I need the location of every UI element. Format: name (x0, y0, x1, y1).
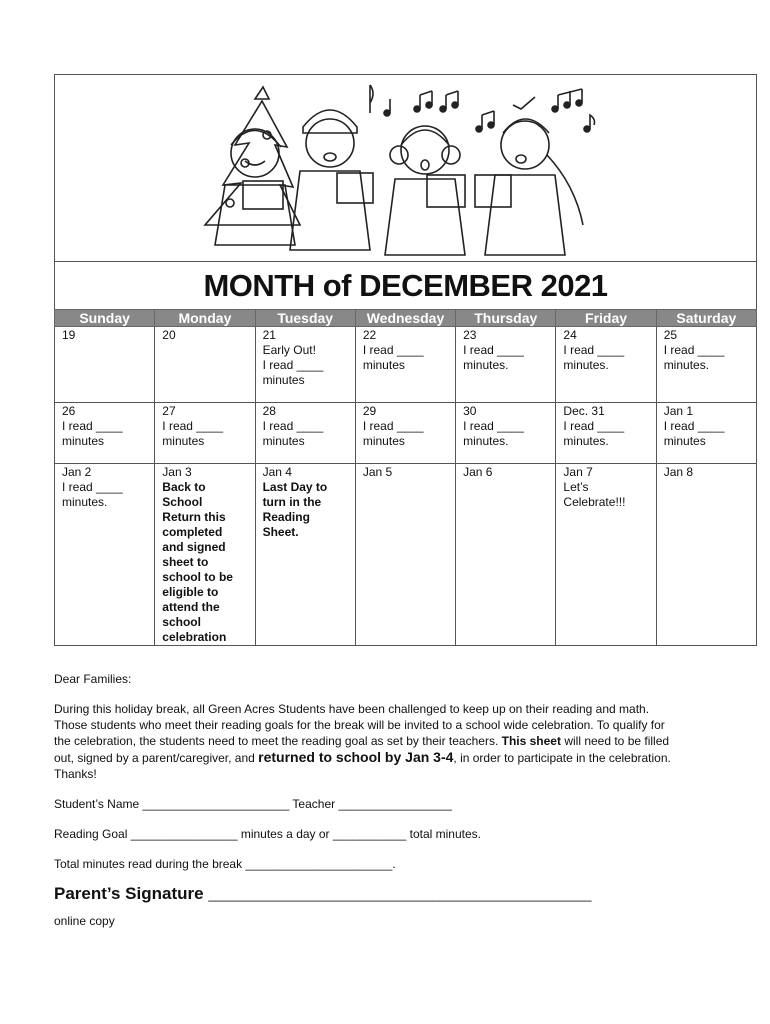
calendar-week-row (55, 403, 757, 464)
day-note: I read ____ (663, 343, 725, 357)
day-note: I read ____ (262, 419, 324, 433)
day-note: minutes (362, 358, 405, 372)
day-note: minutes. (463, 434, 509, 448)
calendar-day-cell (155, 327, 255, 403)
day-header: Friday (556, 310, 656, 327)
calendar-day-cell (556, 464, 656, 646)
calendar-day-cell (55, 403, 155, 464)
calendar-day-cell (155, 464, 255, 646)
calendar-day-cell (456, 403, 556, 464)
day-date: 21 (262, 328, 276, 342)
day-bold-note: and signed (162, 540, 226, 554)
day-header: Thursday (456, 310, 556, 327)
calendar-day-cell (55, 327, 155, 403)
day-date: Jan 8 (663, 465, 694, 479)
day-bold-note: Sheet. (262, 525, 299, 539)
day-date: Dec. 31 (563, 404, 605, 418)
day-date: Jan 7 (563, 465, 593, 479)
student-name-teacher-field[interactable]: Student’s Name ______________________ Teacher _________________ (54, 797, 452, 811)
calendar-table (54, 309, 757, 646)
day-bold-note: celebration (162, 630, 227, 644)
calendar-day-cell (355, 464, 455, 646)
reading-goal-field[interactable]: Reading Goal ________________ minutes a day or ___________ total minutes. (54, 827, 481, 841)
calendar-day-cell (556, 403, 656, 464)
day-note: minutes. (463, 358, 509, 372)
day-date: Jan 6 (463, 465, 493, 479)
day-date: Jan 3 (162, 465, 192, 479)
day-note: I read ____ (663, 419, 725, 433)
day-date: Jan 5 (362, 465, 393, 479)
carolers-illustration-icon (55, 75, 756, 261)
day-note: I read ____ (362, 419, 424, 433)
day-note: I read ____ (463, 419, 524, 433)
day-note: minutes (162, 434, 205, 448)
day-note: minutes (262, 373, 305, 387)
day-note: minutes. (563, 358, 609, 372)
letter-line: Thanks! (54, 767, 97, 781)
day-note: minutes. (563, 434, 609, 448)
day-bold-note: Back to (162, 480, 206, 494)
letter-bold-text: This sheet (501, 734, 561, 748)
day-date: 30 (463, 404, 477, 418)
day-date: 23 (463, 328, 477, 342)
calendar-day-cell (255, 403, 355, 464)
day-bold-note: Return this (162, 510, 226, 524)
day-note: I read ____ (463, 343, 524, 357)
day-note: I read ____ (62, 480, 123, 494)
day-note: minutes (262, 434, 305, 448)
letter-paragraph (54, 701, 734, 782)
calendar-header-row (55, 310, 757, 327)
letter-line: Those students who meet their reading goals for the break will be invited to a school wide celebration. To qualify for (54, 718, 665, 732)
calendar-day-cell (155, 403, 255, 464)
day-date: 29 (362, 404, 377, 418)
day-note: Celebrate!!! (563, 495, 626, 509)
day-note: minutes. (663, 358, 710, 372)
calendar-week-row (55, 327, 757, 403)
greeting: Dear Families: (54, 672, 132, 686)
calendar-day-cell (656, 327, 756, 403)
letter-line: the celebration, the students need to meet the reading goal as set by their teachers. (54, 734, 502, 748)
day-date: 20 (162, 328, 176, 342)
carolers-illustration (54, 74, 757, 261)
day-date: 27 (162, 404, 176, 418)
calendar-day-cell (656, 403, 756, 464)
page-title: MONTH of DECEMBER 2021 (203, 267, 608, 303)
letter-to-families (54, 671, 734, 929)
calendar-day-cell (255, 327, 355, 403)
calendar-week-row (55, 464, 757, 646)
day-note: I read ____ (563, 419, 625, 433)
day-header: Tuesday (255, 310, 355, 327)
day-note: I read ____ (563, 343, 625, 357)
day-header: Sunday (55, 310, 155, 327)
calendar-day-cell (456, 327, 556, 403)
day-note: minutes (362, 434, 405, 448)
day-date: 28 (262, 404, 276, 418)
day-date: 26 (62, 404, 76, 418)
day-note: Early Out! (262, 343, 316, 357)
day-header: Wednesday (355, 310, 455, 327)
day-date: 19 (62, 328, 76, 342)
day-note: I read ____ (62, 419, 123, 433)
calendar-day-cell (355, 403, 455, 464)
day-note: minutes (62, 434, 105, 448)
day-bold-note: School (162, 495, 203, 509)
calendar-day-cell (456, 464, 556, 646)
day-date: 24 (563, 328, 577, 342)
calendar-day-cell (656, 464, 756, 646)
calendar-day-cell (556, 327, 656, 403)
day-date: 25 (663, 328, 678, 342)
day-note: minutes (663, 434, 706, 448)
day-header: Saturday (656, 310, 756, 327)
letter-line: out, signed by a parent/caregiver, and (54, 751, 259, 765)
day-date: Jan 4 (262, 465, 292, 479)
day-date: 22 (362, 328, 377, 342)
day-header: Monday (155, 310, 255, 327)
day-bold-note: turn in the (262, 495, 322, 509)
day-note: I read ____ (262, 358, 324, 372)
day-bold-note: sheet to (162, 555, 209, 569)
day-bold-note: Last Day to (262, 480, 328, 494)
day-note: I read ____ (162, 419, 223, 433)
title-box (54, 261, 757, 309)
calendar-day-cell (255, 464, 355, 646)
total-minutes-field[interactable]: Total minutes read during the break ______________________. (54, 857, 396, 871)
day-bold-note: attend the (162, 600, 220, 614)
day-date: Jan 1 (663, 404, 694, 418)
day-bold-note: school (162, 615, 201, 629)
day-date: Jan 2 (62, 465, 92, 479)
day-note: Let’s (563, 480, 589, 494)
day-bold-note: school to be (162, 570, 233, 584)
calendar-day-cell (355, 327, 455, 403)
day-note: minutes. (62, 495, 108, 509)
signature-label: Parent’s Signature (54, 884, 209, 903)
calendar-day-cell (55, 464, 155, 646)
letter-line: will need to be filled (560, 734, 670, 748)
letter-line: , in order to participate in the celebration. (453, 751, 671, 765)
day-bold-note: Reading (262, 510, 310, 524)
day-bold-note: completed (162, 525, 223, 539)
day-note: I read ____ (362, 343, 424, 357)
return-deadline: returned to school by Jan 3-4 (258, 749, 454, 765)
footer-note: online copy (54, 914, 115, 928)
signature-line[interactable]: _____________________________________________________ (208, 887, 592, 902)
reading-sheet (54, 74, 757, 646)
letter-line: During this holiday break, all Green Acres Students have been challenged to keep up on their reading and math. (54, 702, 650, 716)
day-bold-note: eligible to (162, 585, 219, 599)
parent-signature-field[interactable] (54, 886, 734, 903)
